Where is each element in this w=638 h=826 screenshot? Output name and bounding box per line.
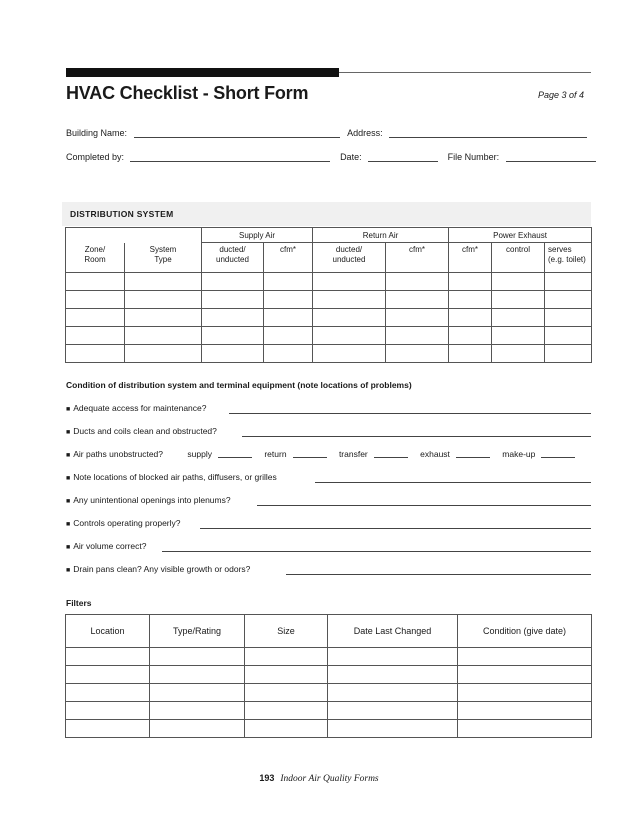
col-system-type: System Type — [125, 243, 202, 273]
square-bullet-icon: ■ — [66, 452, 71, 459]
option-transfer: transfer — [338, 449, 368, 459]
col-return-cfm: cfm* — [386, 243, 449, 273]
col-supply-ducted: ducted/ unducted — [202, 243, 264, 273]
address-label: Address: — [347, 128, 383, 138]
page-title: HVAC Checklist - Short Form — [66, 83, 309, 103]
square-bullet-icon: ■ — [66, 567, 71, 574]
col-supply-cfm: cfm* — [264, 243, 313, 273]
condition-item-blocked: ■ Note locations of blocked air paths, diffusers, or grilles — [66, 472, 591, 484]
square-bullet-icon: ■ — [66, 406, 71, 413]
option-return: return — [264, 449, 287, 459]
table-row — [66, 684, 592, 702]
square-bullet-icon: ■ — [66, 475, 71, 482]
square-bullet-icon: ■ — [66, 544, 71, 551]
condition-item-air-paths: ■ Air paths unobstructed? supply return transfer exhaust make-up — [66, 449, 591, 461]
condition-heading: Condition of distribution system and terminal equipment (note locations of problems) — [66, 380, 412, 390]
filters-table — [65, 614, 592, 738]
controls-answer-line[interactable] — [200, 518, 591, 529]
building-name-label: Building Name: — [66, 128, 128, 138]
table-row — [66, 666, 592, 684]
drain-pans-answer-line[interactable] — [286, 564, 591, 575]
col-condition: Condition (give date) — [458, 615, 592, 648]
date-label: Date: — [340, 152, 362, 162]
return-blank[interactable] — [293, 449, 327, 458]
power-exhaust-header: Power Exhaust — [449, 228, 592, 243]
address-field[interactable] — [389, 128, 587, 138]
table-row — [66, 702, 592, 720]
footer-title: Indoor Air Quality Forms — [280, 774, 379, 784]
table-row — [66, 327, 592, 345]
condition-item-air-volume: ■ Air volume correct? — [66, 541, 591, 553]
col-exhaust-serves: serves (e.g. toilet) — [545, 243, 592, 273]
table-row — [66, 345, 592, 363]
filters-heading: Filters — [66, 598, 92, 608]
return-air-header: Return Air — [313, 228, 449, 243]
transfer-blank[interactable] — [374, 449, 408, 458]
col-exhaust-control: control — [492, 243, 545, 273]
square-bullet-icon: ■ — [66, 521, 71, 528]
option-exhaust: exhaust — [420, 449, 450, 459]
col-location: Location — [66, 615, 150, 648]
condition-item-controls: ■ Controls operating properly? — [66, 518, 591, 530]
square-bullet-icon: ■ — [66, 429, 71, 436]
condition-item-ducts: ■ Ducts and coils clean and obstructed? — [66, 426, 591, 438]
building-address-row — [66, 128, 587, 138]
col-date-last-changed: Date Last Changed — [328, 615, 458, 648]
square-bullet-icon: ■ — [66, 498, 71, 505]
header-rule-line — [339, 72, 591, 73]
access-answer-line[interactable] — [229, 403, 591, 414]
col-zone-room: Zone/ Room — [66, 243, 125, 273]
col-return-ducted: ducted/ unducted — [313, 243, 386, 273]
table-row — [66, 273, 592, 291]
ducts-answer-line[interactable] — [242, 426, 591, 437]
air-volume-answer-line[interactable] — [162, 541, 591, 552]
page-footer — [0, 773, 638, 784]
file-number-field[interactable] — [506, 152, 596, 162]
option-supply: supply — [187, 449, 212, 459]
table-row — [66, 309, 592, 327]
distribution-table — [65, 227, 592, 363]
distribution-section-title: DISTRIBUTION SYSTEM — [70, 209, 174, 219]
make-up-blank[interactable] — [541, 449, 575, 458]
exhaust-blank[interactable] — [456, 449, 490, 458]
condition-item-plenums: ■ Any unintentional openings into plenums? — [66, 495, 591, 507]
option-make-up: make-up — [502, 449, 536, 459]
supply-air-header: Supply Air — [202, 228, 313, 243]
completed-by-label: Completed by: — [66, 152, 125, 162]
file-number-label: File Number: — [447, 152, 500, 162]
condition-item-drain-pans: ■ Drain pans clean? Any visible growth or odors? — [66, 564, 591, 576]
completed-by-field[interactable] — [130, 152, 330, 162]
table-row — [66, 720, 592, 738]
footer-page-number: 193 — [259, 773, 275, 783]
supply-blank[interactable] — [218, 449, 252, 458]
building-name-field[interactable] — [134, 128, 340, 138]
col-size: Size — [245, 615, 328, 648]
header-rule-bar — [66, 68, 339, 77]
completion-row — [66, 152, 596, 162]
condition-item-access: ■ Adequate access for maintenance? — [66, 403, 591, 415]
page-indicator: Page 3 of 4 — [537, 90, 584, 100]
table-row — [66, 291, 592, 309]
col-exhaust-cfm: cfm* — [449, 243, 492, 273]
col-type-rating: Type/Rating — [150, 615, 245, 648]
table-row — [66, 648, 592, 666]
plenums-answer-line[interactable] — [257, 495, 591, 506]
date-field[interactable] — [368, 152, 438, 162]
blocked-answer-line[interactable] — [315, 472, 591, 483]
